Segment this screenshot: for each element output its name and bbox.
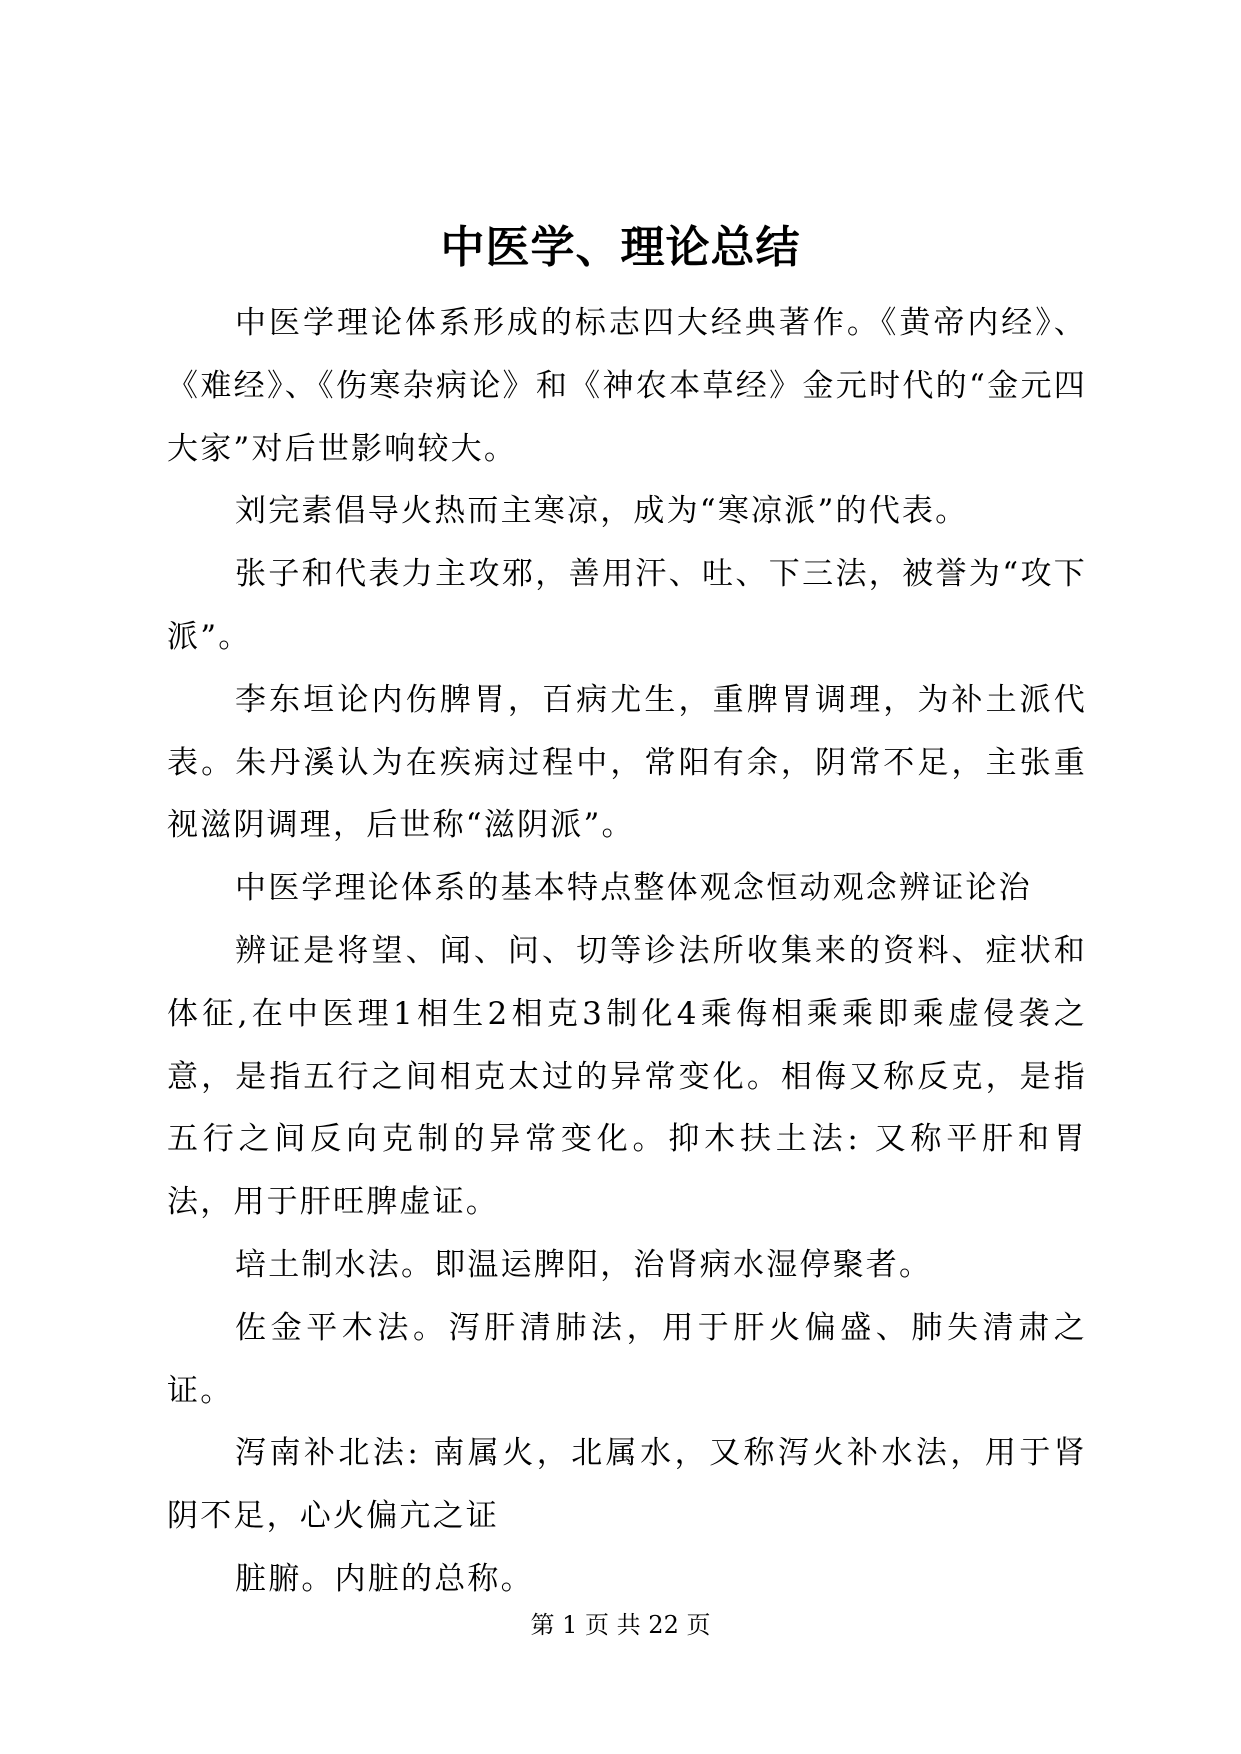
paragraph: 佐金平木法。泻肝清肺法，用于肝火偏盛、肺失清肃之证。 [167, 1309, 1087, 1409]
paragraph: 张子和代表力主攻邪，善用汗、吐、下三法，被誉为“攻下派”。 [167, 556, 1087, 655]
paragraph: 泻南补北法: 南属火，北属水，又称泻火补水法，用于肾阴不足，心火偏亢之证 [167, 1435, 1087, 1535]
paragraph: 脏腑。内脏的总称。 [235, 1560, 534, 1597]
paragraph: 李东垣论内伤脾胃，百病尤生，重脾胃调理，为补土派代表。朱丹溪认为在疾病过程中，常阳有余，阴常不足，主张重视滋阴调理，后世称“滋阴派”。 [167, 681, 1087, 844]
document-body [167, 292, 1087, 1611]
paragraph: 中医学理论体系的基本特点整体观念恒动观念辨证论治 [235, 870, 1032, 907]
page-number-footer: 第 1 页 共 22 页 [530, 1611, 711, 1639]
paragraph: 培土制水法。即温运脾阳，治肾病水湿停聚者。 [235, 1246, 933, 1283]
paragraph: 中医学理论体系形成的标志四大经典著作。《黄帝内经》、《难经》、《伤寒杂病论》和《神农本草经》金元时代的“金元四大家”对后世影响较大。 [167, 305, 1087, 467]
paragraph: 刘完素倡导火热而主寒凉，成为“寒凉派”的代表。 [235, 493, 969, 530]
paragraph: 辨证是将望、闻、问、切等诊法所收集来的资料、症状和体征,在中医理1相生2相克3制化4乘侮相乘乘即乘虚侵袭之意，是指五行之间相克太过的异常变化。相侮又称反克，是指五行之间反向克制的异常变化。抑木扶土法: 又称平肝和胃法，用于肝旺脾虚证。 [167, 932, 1087, 1221]
document-title: 中医学、理论总结 [440, 222, 801, 273]
